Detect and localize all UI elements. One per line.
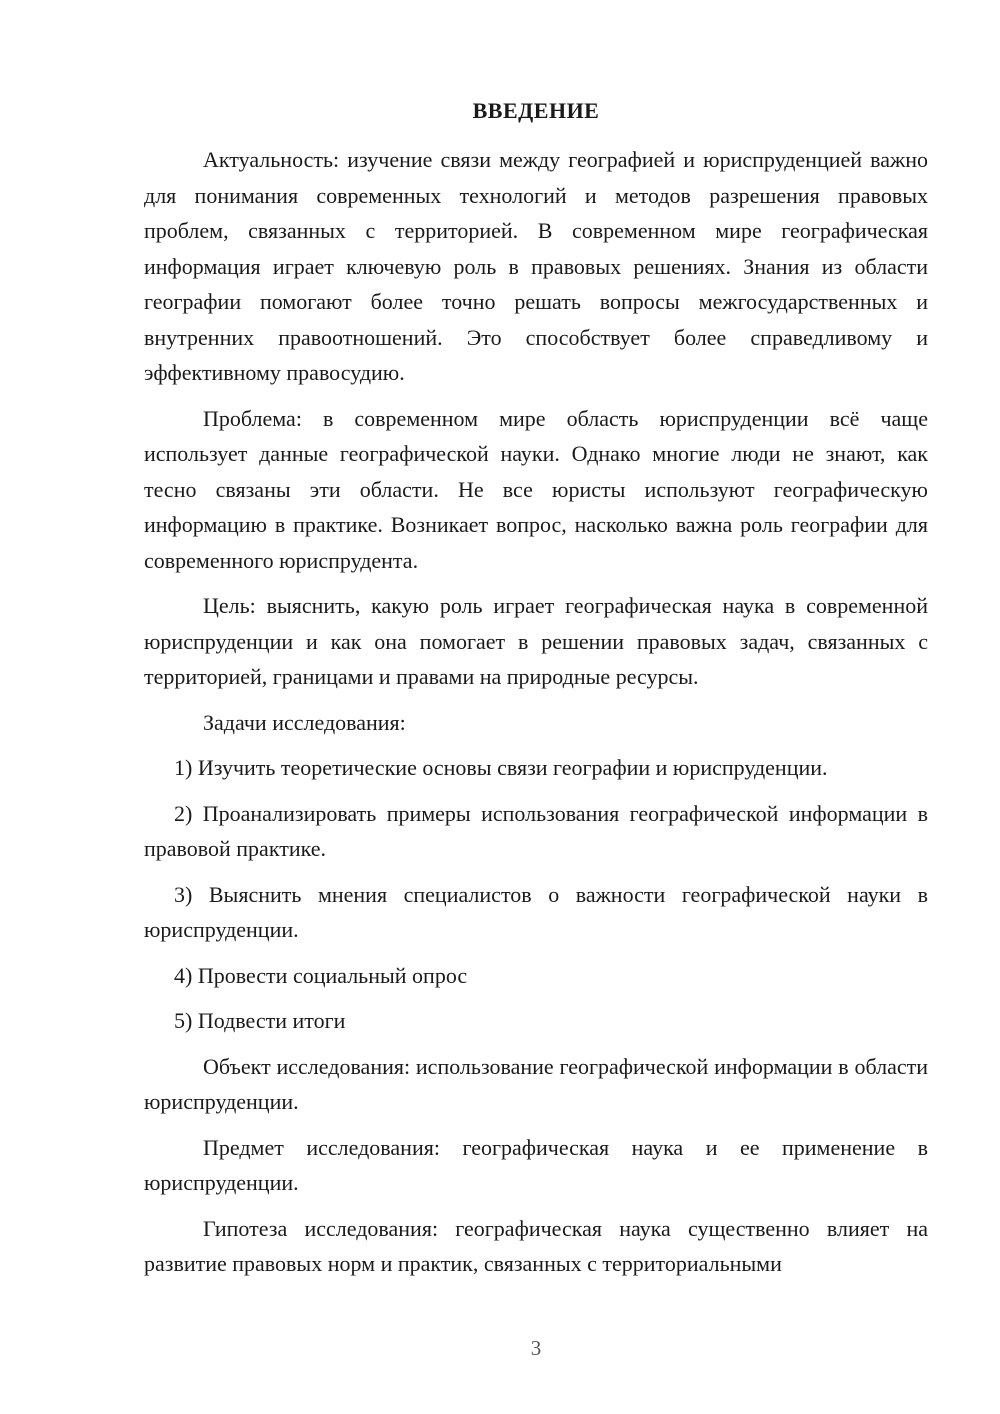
paragraph-subject: Предмет исследования: географическая наука и ее применение в юриспруденции.	[144, 1134, 928, 1195]
task-item-3: 3) Выяснить мнения специалистов о важности географической науки в юриспруденции.	[144, 881, 928, 942]
section-heading: ВВЕДЕНИЕ	[472, 98, 600, 123]
paragraph-tasks-intro: Задачи исследования:	[203, 709, 406, 735]
paragraph-relevance: Актуальность: изучение связи между географией и юриспруденцией важно для понимания современных технологий и методов разрешения правовых проблем, связанных с территорией. В современном мире географическая информация играет ключевую роль в правовых решениях. Знания из области географии помогают более точно решать вопросы межгосударственных и внутренних правоотношений. Это способствует более справедливому и эффективному правосудию.	[144, 147, 928, 385]
document-body	[144, 142, 928, 1292]
paragraph-object: Объект исследования: использование географической информации в области юриспруденции.	[144, 1053, 928, 1114]
paragraph-problem: Проблема: в современном мире область юриспруденции всё чаще использует данные географической науки. Однако многие люди не знают, как тесно связаны эти области. Не все юристы используют географическую информацию в практике. Возникает вопрос, насколько важна роль географии для современного юриспрудента.	[144, 405, 928, 573]
task-item-4: 4) Провести социальный опрос	[174, 962, 468, 988]
task-item-1: 1) Изучить теоретические основы связи географии и юриспруденции.	[174, 755, 828, 780]
paragraph-goal: Цель: выяснить, какую роль играет географическая наука в современной юриспруденции и как она помогает в решении правовых задач, связанных с территорией, границами и правами на природные ресурсы.	[144, 593, 928, 689]
page-number: 3	[530, 1336, 542, 1360]
task-item-5: 5) Подвести итоги	[174, 1008, 346, 1033]
paragraph-hypothesis: Гипотеза исследования: географическая наука существенно влияет на развитие правовых норм и практик, связанных с территориальными	[144, 1215, 928, 1276]
task-item-2: 2) Проанализировать примеры использования географической информации в правовой практике.	[144, 800, 928, 861]
